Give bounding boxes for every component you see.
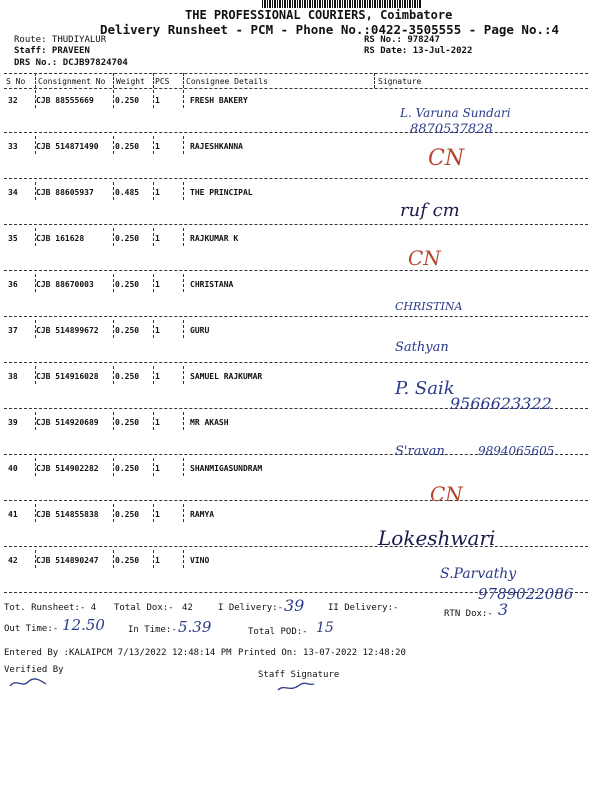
signature-36: CHRISTINA [395,300,463,313]
row-weight: 0.250 [115,372,140,381]
col-divider [113,90,114,108]
signature-39: S'ravan [395,444,445,459]
row-consignment: CJB 514899672 [36,326,99,335]
signature-32: L. Varuna Sundari [400,106,511,120]
row-consignment: CJB 88555669 [36,96,94,105]
row-consignment: CJB 88605937 [36,188,94,197]
col-divider [183,274,184,292]
row-consignment: CJB 514902282 [36,464,99,473]
row-consignment: CJB 88670003 [36,280,94,289]
row-pcs: 1 [155,464,160,473]
out-time-label: Out Time:- [4,624,59,634]
row-weight: 0.250 [115,280,140,289]
row-consignee: FRESH BAKERY [190,96,248,105]
row-consignment: CJB 514916028 [36,372,99,381]
col-divider [35,136,36,154]
col-divider [35,73,36,88]
row-pcs: 1 [155,142,160,151]
phone-42: 9789022086 [478,585,574,603]
row-rule [4,132,588,133]
col-divider [113,412,114,430]
col-consignment: Consignment No [38,77,106,86]
total-pod-label: Total POD:- [248,627,308,637]
row-weight: 0.250 [115,142,140,151]
tot-runsheet: Tot. Runsheet:- 4 [4,603,97,613]
col-divider [35,458,36,476]
row-weight: 0.250 [115,556,140,565]
row-consignee: GURU [190,326,210,335]
col-divider [153,182,154,200]
col-divider [35,412,36,430]
row-pcs: 1 [155,556,160,565]
col-divider [35,90,36,108]
row-consignment: CJB 514871490 [36,142,99,151]
verified-by: Verified By [4,665,64,675]
row-consignment: CJB 514920689 [36,418,99,427]
col-sno: S No [6,77,26,86]
row-consignment: CJB 514855838 [36,510,99,519]
row-consignee: THE PRINCIPAL [190,188,253,197]
col-divider [183,320,184,338]
signature-37: Sathyan [395,340,449,355]
col-divider [153,73,154,88]
row-consignee: MR AKASH [190,418,229,427]
header-top-rule [4,73,588,74]
header-bottom-rule [4,88,588,89]
row-sno: 32 [8,96,18,105]
company-title: THE PROFESSIONAL COURIERS, Coimbatore [185,8,453,22]
col-divider [35,366,36,384]
row-consignee: RAJKUMAR K [190,234,239,243]
col-divider [183,366,184,384]
col-divider [183,504,184,522]
col-divider [113,228,114,246]
col-divider [183,90,184,108]
row-sno: 41 [8,510,18,519]
col-divider [153,274,154,292]
row-sno: 38 [8,372,18,381]
col-divider [35,504,36,522]
col-weight: Weight [116,77,145,86]
col-divider [35,320,36,338]
col-divider [183,73,184,88]
row-rule [4,224,588,225]
ii-delivery-label: II Delivery:- [328,603,399,613]
row-pcs: 1 [155,234,160,243]
col-divider [153,550,154,568]
col-divider [153,90,154,108]
row-weight: 0.250 [115,464,140,473]
col-divider [153,458,154,476]
staff-signature-scribble [276,680,316,694]
row-pcs: 1 [155,418,160,427]
col-divider [113,550,114,568]
col-divider [153,228,154,246]
row-consignment: CJB 514890247 [36,556,99,565]
row-pcs: 1 [155,510,160,519]
i-delivery-label: I Delivery:- [218,603,284,613]
route: Route: THUDIYALUR [14,35,107,45]
row-sno: 34 [8,188,18,197]
row-rule [4,500,588,501]
col-divider [183,458,184,476]
total-dox-value: 42 [182,603,193,613]
row-rule [4,546,588,547]
phone-39: 9894065605 [478,444,555,458]
printed-on: Printed On: 13-07-2022 12:48:20 [238,648,406,658]
col-divider [113,320,114,338]
col-divider [183,550,184,568]
row-sno: 33 [8,142,18,151]
col-divider [35,228,36,246]
rs-date: RS Date: 13-Jul-2022 [364,46,473,56]
col-divider [113,73,114,88]
col-divider [183,412,184,430]
row-pcs: 1 [155,96,160,105]
entered-by: Entered By :KALAIPCM 7/13/2022 12:48:14 PM [4,648,232,658]
rtn-dox-label: RTN Dox:- [444,609,493,619]
row-pcs: 1 [155,280,160,289]
row-pcs: 1 [155,372,160,381]
rtn-dox-hand: 3 [498,600,509,619]
barcode [262,0,422,8]
signature-42: S.Parvathy [440,566,517,582]
col-divider [113,366,114,384]
in-time-hand: 5.39 [178,618,212,636]
rs-no: RS No.: 978247 [364,35,440,45]
row-sno: 39 [8,418,18,427]
row-rule [4,316,588,317]
runsheet-subtitle: Delivery Runsheet - PCM - Phone No.:0422-3505555 - Page No.:4 [100,22,560,37]
row-consignee: SAMUEL RAJKUMAR [190,372,263,381]
col-divider [183,136,184,154]
row-rule [4,178,588,179]
row-weight: 0.250 [115,326,140,335]
row-weight: 0.250 [115,510,140,519]
col-divider [113,136,114,154]
col-divider [35,550,36,568]
col-divider [113,458,114,476]
col-divider [35,182,36,200]
row-weight: 0.250 [115,96,140,105]
row-consignee: SHANMIGASUNDRAM [190,464,263,473]
row-consignee: CHRISTANA [190,280,234,289]
signature-38: P. Saik [395,378,455,399]
col-divider [183,182,184,200]
col-divider [153,366,154,384]
total-dox-label: Total Dox:- [114,603,174,613]
row-consignee: VINO [190,556,210,565]
col-divider [153,504,154,522]
row-consignee: RAJESHKANNA [190,142,243,151]
row-weight: 0.485 [115,188,140,197]
staff-signature: Staff Signature [258,670,340,680]
row-sno: 42 [8,556,18,565]
col-consignee: Consignee Details [186,77,268,86]
signature-33: CN [428,146,465,171]
row-rule [4,362,588,363]
row-pcs: 1 [155,326,160,335]
col-divider [153,136,154,154]
col-divider [113,182,114,200]
verifier-signature-scribble [8,676,48,690]
col-divider [113,274,114,292]
row-weight: 0.250 [115,234,140,243]
signature-34: ruf cm [400,200,460,221]
row-consignment: CJB 161628 [36,234,85,243]
signature-41: Lokeshwari [378,526,496,550]
i-delivery-hand: 39 [284,596,305,615]
row-weight: 0.250 [115,418,140,427]
row-consignee: RAMYA [190,510,215,519]
row-sno: 37 [8,326,18,335]
col-divider [153,412,154,430]
col-pcs: PCS [155,77,170,86]
col-divider [183,228,184,246]
row-sno: 36 [8,280,18,289]
in-time-label: In Time:- [128,625,177,635]
col-divider [35,274,36,292]
phone-32: 8870537828 [410,122,493,137]
row-pcs: 1 [155,188,160,197]
row-sno: 35 [8,234,18,243]
col-divider [374,73,375,88]
row-sno: 40 [8,464,18,473]
staff: Staff: PRAVEEN [14,46,90,56]
phone-38: 9566623322 [450,394,552,413]
out-time-hand: 12.50 [62,616,105,634]
drs-no: DRS No.: DCJB97824704 [14,58,128,68]
total-pod-hand: 15 [316,620,334,636]
signature-35: CN [408,246,441,270]
col-divider [113,504,114,522]
row-rule [4,270,588,271]
col-divider [153,320,154,338]
signature-40: CN [430,482,463,506]
col-signature: Signature [378,77,422,86]
